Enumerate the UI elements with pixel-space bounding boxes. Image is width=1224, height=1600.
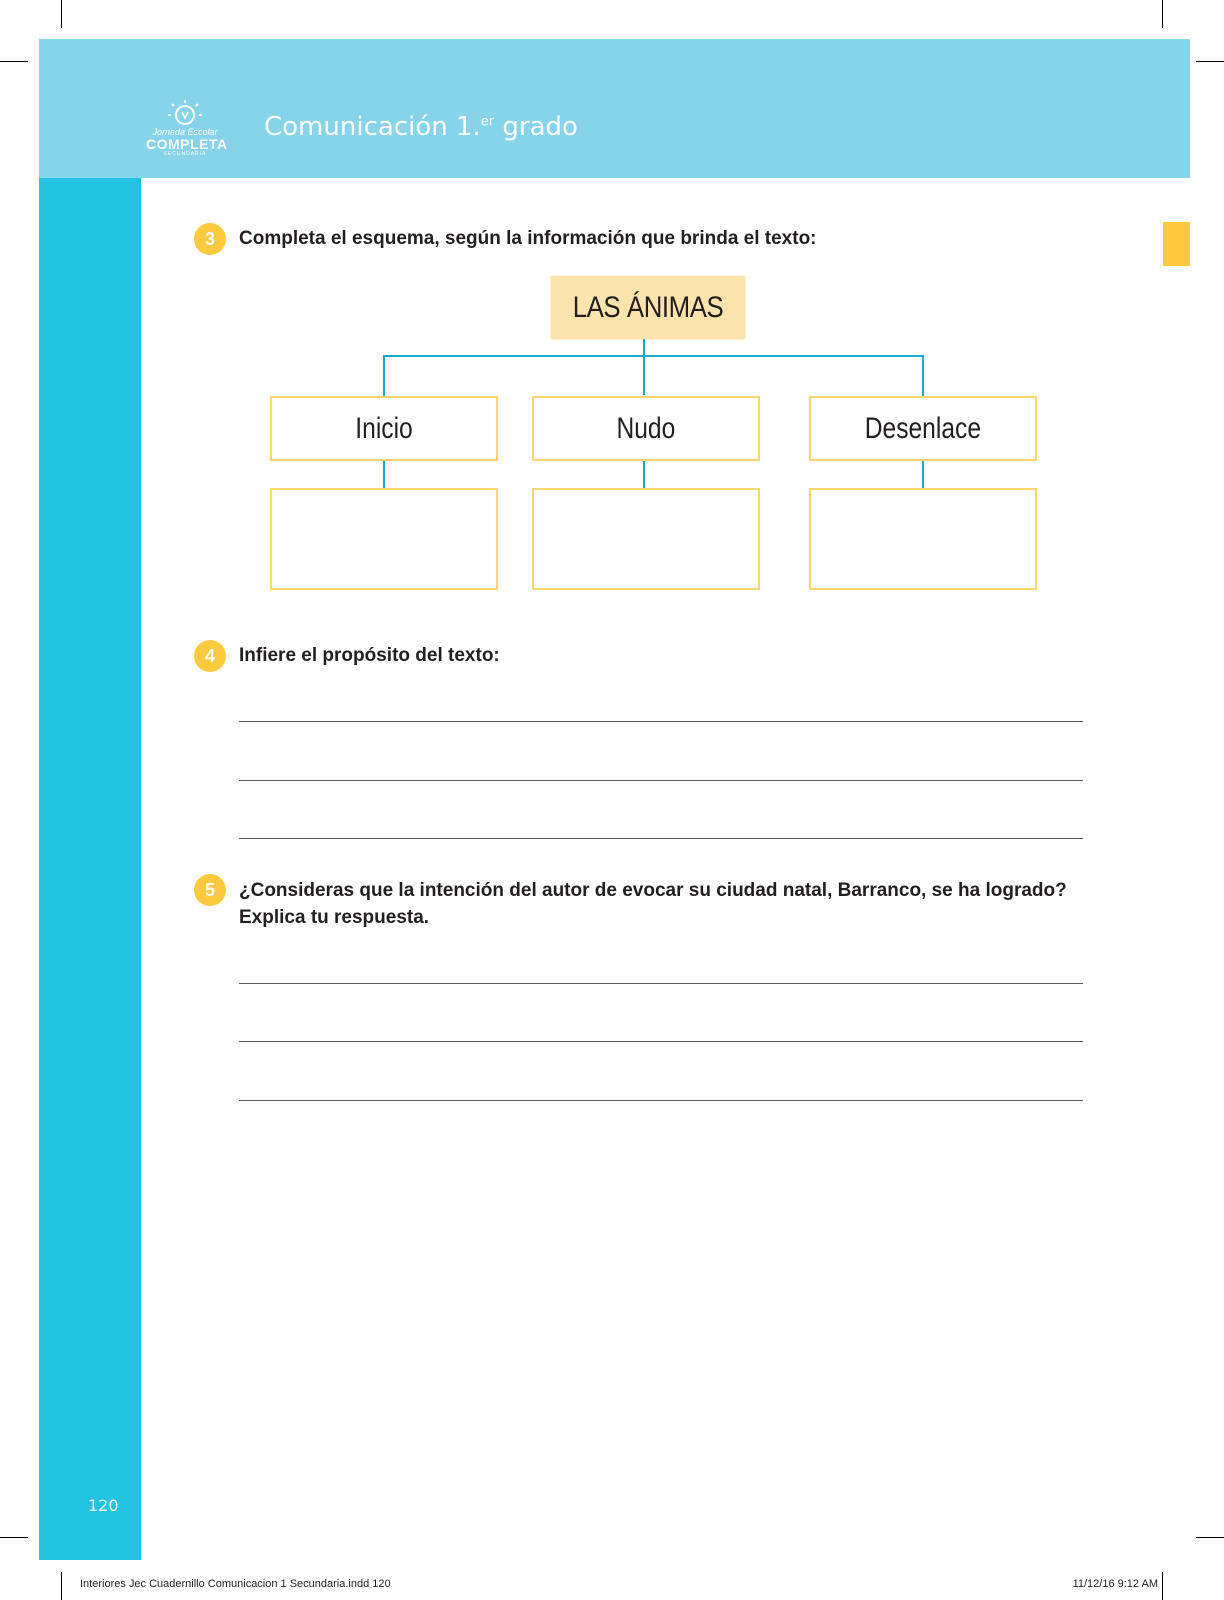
logo-line-3: SECUNDARIA <box>163 151 207 157</box>
crop-mark <box>1162 0 1163 28</box>
connector-vertical-root <box>643 339 645 395</box>
answer-box-desenlace[interactable] <box>809 488 1037 590</box>
crop-mark <box>1162 1572 1163 1600</box>
page-tab-marker <box>1163 222 1190 266</box>
sun-bulb-icon <box>146 100 224 130</box>
question-4-badge: 4 <box>194 640 226 672</box>
scheme-box-nudo <box>532 396 760 461</box>
answer-line[interactable] <box>239 780 1083 781</box>
footer-datetime: 11/12/16 9:12 AM <box>1072 1578 1158 1590</box>
footer-file-info: Interiores Jec Cuadernillo Comunicacion 1 Secundaria.indd 120 <box>80 1578 391 1590</box>
crop-mark <box>0 61 28 62</box>
answer-box-nudo[interactable] <box>532 488 760 590</box>
question-5-text: ¿Consideras que la intención del autor de evocar su ciudad natal, Barranco, se ha logrado? Explica tu respuesta. <box>239 880 1067 928</box>
logo-line-1: Jornada Escolar <box>152 127 218 137</box>
scheme-label-desenlace: Desenlace <box>864 411 982 445</box>
crop-mark <box>1196 61 1224 62</box>
side-band <box>39 178 141 1560</box>
question-4-text: Infiere el propósito del texto: <box>239 645 500 666</box>
crop-mark <box>1196 1537 1224 1538</box>
logo-line-2: COMPLETA <box>146 136 228 152</box>
subject-name: Comunicación 1. <box>264 112 481 142</box>
answer-line[interactable] <box>239 721 1083 722</box>
connector-horizontal <box>383 355 924 357</box>
jornada-escolar-logo <box>146 100 228 158</box>
connector-vertical-desenlace <box>922 355 924 397</box>
connector-nudo-answer <box>643 461 645 490</box>
subject-title <box>264 112 578 142</box>
grade-word: grado <box>494 112 578 142</box>
scheme-label-inicio: Inicio <box>355 411 413 445</box>
scheme-root-box: LAS ÁNIMAS <box>551 276 745 339</box>
answer-line[interactable] <box>239 1100 1083 1101</box>
connector-inicio-answer <box>383 461 385 490</box>
question-3-text: Completa el esquema, según la información que brinda el texto: <box>239 228 817 249</box>
connector-vertical-inicio <box>383 355 385 397</box>
connector-desenlace-answer <box>922 461 924 490</box>
page-number: 120 <box>88 1496 119 1515</box>
scheme-box-desenlace <box>809 396 1037 461</box>
crop-mark <box>0 1537 28 1538</box>
answer-line[interactable] <box>239 838 1083 839</box>
question-5-badge: 5 <box>194 874 226 906</box>
answer-line[interactable] <box>239 1041 1083 1042</box>
crop-mark <box>61 1572 62 1600</box>
scheme-box-inicio <box>270 396 498 461</box>
scheme-label-nudo: Nudo <box>616 411 676 445</box>
crop-mark <box>61 0 62 28</box>
answer-line[interactable] <box>239 983 1083 984</box>
question-3-badge: 3 <box>194 223 226 255</box>
grade-superscript: er <box>480 114 495 130</box>
answer-box-inicio[interactable] <box>270 488 498 590</box>
